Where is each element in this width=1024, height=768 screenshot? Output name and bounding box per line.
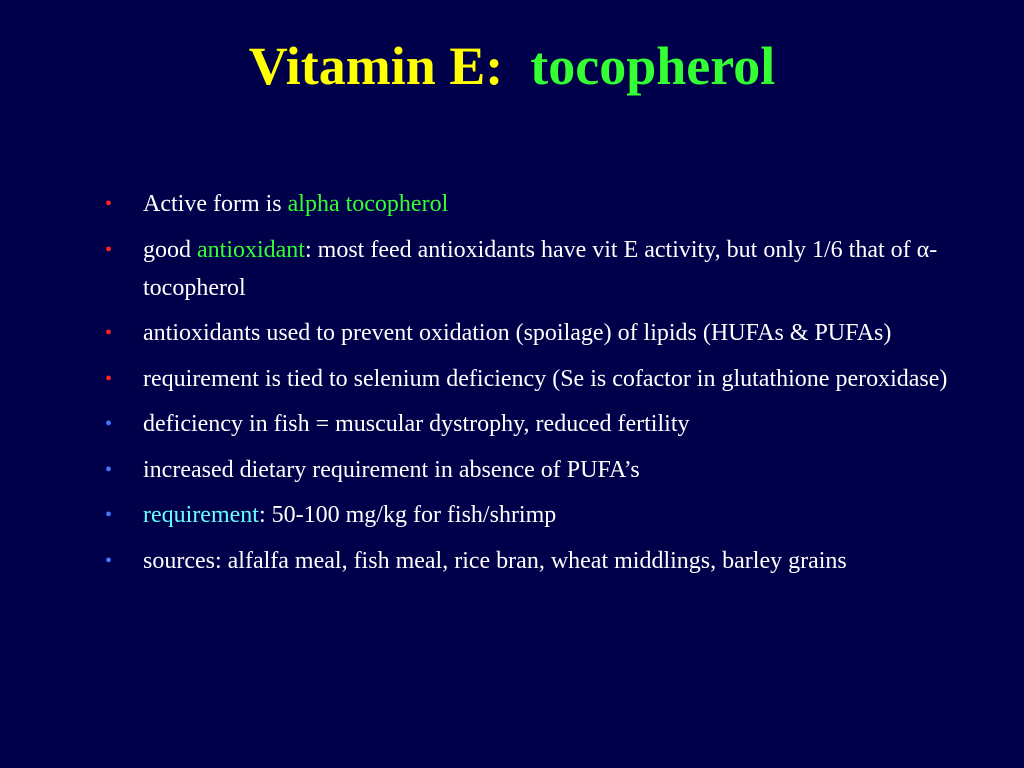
bullet-text-tail: : 50-100 mg/kg for fish/shrimp — [258, 502, 557, 528]
bullet-dot-icon: • — [105, 193, 113, 215]
bullet-dot-icon: • — [105, 238, 113, 261]
bullet-item — [100, 451, 980, 489]
bullet-item — [100, 185, 980, 223]
bullet-text: Active form is — [143, 191, 288, 217]
bullet-text: antioxidants used to prevent oxidation (spoilage) of lipids (HUFAs & PUFAs) — [143, 320, 892, 346]
bullet-item — [100, 496, 980, 534]
bullet-dot-icon: • — [105, 504, 113, 526]
bullet-highlight: alpha tocopherol — [287, 191, 449, 217]
bullet-item — [100, 360, 980, 398]
bullet-text: sources: alfalfa meal, fish meal, rice bran, wheat middlings, barley grains — [143, 547, 847, 574]
title-part-vitamin-e: Vitamin E: — [248, 36, 504, 96]
bullet-text: deficiency in fish = muscular dystrophy, reduced fertility — [143, 411, 690, 437]
bullet-item — [100, 314, 980, 352]
bullet-dot-icon: • — [105, 367, 113, 390]
bullet-text: requirement is tied to selenium deficiency (Se is cofactor in glutathione peroxidase) — [143, 365, 948, 392]
bullet-text: increased dietary requirement in absence of PUFA’s — [143, 456, 640, 483]
bullet-dot-icon: • — [105, 549, 113, 572]
bullet-highlight: requirement — [143, 502, 259, 528]
bullet-list — [100, 185, 980, 587]
bullet-dot-icon: • — [105, 322, 113, 344]
title-part-tocopherol: tocopherol — [530, 36, 776, 96]
bullet-text: good — [143, 236, 197, 263]
bullet-item — [100, 405, 980, 443]
bullet-dot-icon: • — [105, 413, 113, 435]
bullet-text-tail: : most feed antioxidants have vit E activity, but only 1/6 that of α-tocopherol — [143, 236, 938, 301]
bullet-highlight: antioxidant — [197, 236, 305, 263]
bullet-dot-icon: • — [105, 458, 113, 481]
slide-title — [0, 34, 1024, 98]
bullet-item — [100, 542, 980, 580]
bullet-item — [100, 231, 980, 307]
